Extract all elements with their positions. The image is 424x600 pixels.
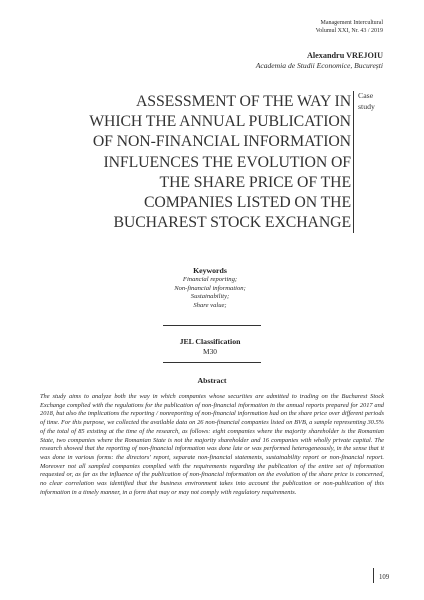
abstract-section [0, 376, 424, 386]
page-number-divider [373, 568, 374, 583]
title-divider [353, 91, 354, 233]
title-line: ASSESSMENT OF THE WAY IN [136, 93, 351, 110]
author-block [256, 51, 383, 71]
abstract-text: The study aims to analyze both the way in which companies whose securities are admitted to trading on the Bucharest Stock Exchange complied with the regulations for the publication of non-financial information in the annual reports prepared for 2017 and 2018, but also the implications the reporting / nonreporting of non-financial information had on the share price over different periods of time. For this purpose, we collected the available data on 26 non-financial companies listed on BVB, a sample representing 30.5% of the total of 85 existing at the time of the research, as follows: eight companies where the majority shareholder is the Romanian State, two companies where the Romanian State is not the majority shareholder and 16 companies with wholly private capital. The research showed that the reporting of non-financial information was done late or was performed heterogeneously, in the sense that it was done in various forms: the directors' report, separate non-financial statements, sustainability report or non-financial report. Moreover not all sampled companies complied with the requirements regarding the publication of the entire set of information requested or, as far as the influence of the publication of non-financial information on the evolution of the share price is concerned, no clear correlation was identified that the business environment takes into account the publication or non-publication of this information in a timely manner, in a form that may or may not comply with regulatory requirements. [40, 393, 384, 496]
article-title [40, 92, 351, 233]
title-line: INFLUENCES THE EVOLUTION OF [103, 153, 351, 171]
title-line: WHICH THE ANNUAL PUBLICATION [89, 113, 351, 131]
keyword-item: Non-financial information; [174, 284, 246, 292]
keywords-divider [163, 325, 261, 326]
journal-name: Management Intercultural [320, 20, 383, 26]
article-type-line: study [358, 101, 375, 111]
keywords-section [150, 266, 270, 311]
title-line: THE SHARE PRICE OF THE [159, 173, 351, 191]
journal-volume: Volumul XXI, Nr. 43 / 2019 [315, 27, 383, 34]
abstract-heading: Abstract [197, 376, 227, 385]
journal-header [316, 20, 383, 35]
keyword-item: Sustainability; [190, 293, 230, 301]
page-number: 109 [379, 574, 390, 581]
title-line: BUCHAREST STOCK EXCHANGE [113, 214, 351, 232]
jel-code: M30 [203, 347, 217, 356]
jel-section [150, 337, 270, 357]
keyword-item: Financial reporting; [182, 276, 238, 283]
jel-divider [163, 362, 261, 363]
keyword-item: Share value; [193, 302, 227, 310]
article-type-line: Case [358, 91, 374, 100]
author-name: Alexandru VREJOIU [306, 51, 383, 60]
title-line: OF NON-FINANCIAL INFORMATION [92, 133, 351, 151]
author-affiliation: Academia de Studii Economice, București [255, 61, 383, 70]
title-line: COMPANIES LISTED ON THE [143, 194, 351, 212]
jel-heading: JEL Classification [179, 337, 241, 346]
keywords-heading: Keywords [193, 266, 227, 275]
article-type-label [358, 91, 375, 112]
